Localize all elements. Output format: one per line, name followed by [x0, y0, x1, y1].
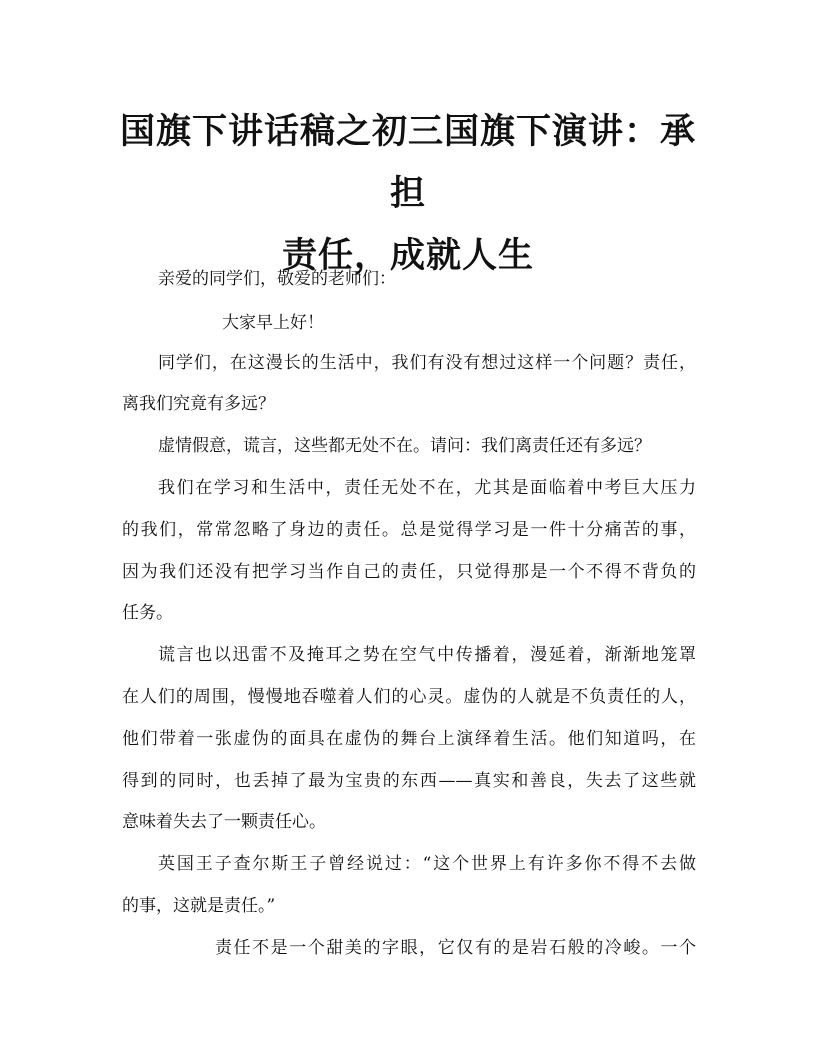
- para6-line-1: 责任不是一个甜美的字眼，它仅有的是岩石般的冷峻。一个: [215, 938, 696, 958]
- para4-line-5: 意味着失去了一颗责任心。: [122, 812, 326, 832]
- title-line-2: 责任，成就人生: [281, 235, 534, 276]
- para4-line-2: 在人们的周围，慢慢地吞噬着人们的心灵。虚伪的人就是不负责任的人，: [122, 687, 696, 707]
- hello-line: 大家早上好！: [222, 313, 324, 333]
- para1-line-1: 同学们，在这漫长的生活中，我们有没有想过这样一个问题？责任，: [158, 353, 696, 373]
- para1-line-2: 离我们究竟有多远？: [122, 394, 275, 414]
- para3-line-4: 任务。: [122, 603, 173, 623]
- para4-line-4: 得到的同时，也丢掉了最为宝贵的东西——真实和善良，失去了这些就: [122, 771, 696, 791]
- para4-line-1: 谎言也以迅雷不及掩耳之势在空气中传播着，漫延着，渐渐地笼罩: [158, 645, 696, 665]
- para3-line-2: 的我们，常常忽略了身边的责任。总是觉得学习是一件十分痛苦的事，: [122, 520, 696, 540]
- para5-line-2: 的事，这就是责任。”: [122, 896, 276, 916]
- para4-line-3: 他们带着一张虚伪的面具在虚伪的舞台上演绎着生活。他们知道吗，在: [122, 729, 696, 749]
- title-line-1: 国旗下讲话稿之初三国旗下演讲：承担: [119, 111, 696, 214]
- para5-line-1: 英国王子查尔斯王子曾经说过：“这个世界上有许多你不得不去做: [158, 854, 696, 874]
- para3-line-3: 因为我们还没有把学习当作自己的责任，只觉得那是一个不得不背负的: [122, 562, 696, 582]
- para3-line-1: 我们在学习和生活中，责任无处不在，尤其是面临着中考巨大压力: [158, 478, 696, 498]
- para2-line-1: 虚情假意，谎言，这些都无处不在。请问：我们离责任还有多远？: [158, 436, 651, 456]
- document-title: [110, 101, 706, 287]
- greeting-line: 亲爱的同学们，敬爱的老师们：: [158, 269, 396, 289]
